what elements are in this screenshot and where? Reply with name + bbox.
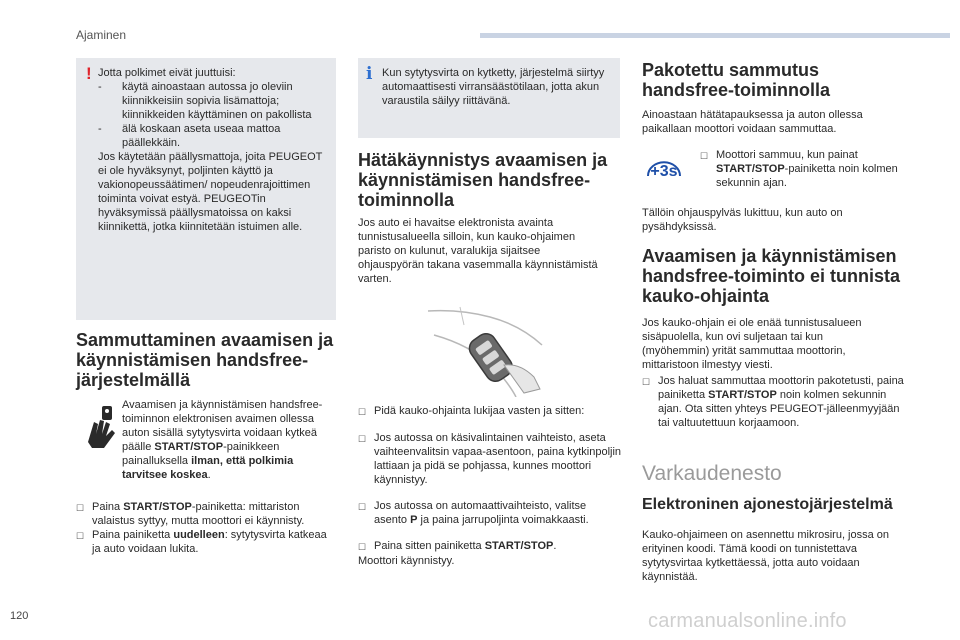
badge-3s-icon — [642, 154, 686, 184]
step-arrow-icon: ☐ — [76, 503, 85, 513]
section-heading-immobiliser: Elektroninen ajonestojärjestelmä — [642, 496, 893, 513]
step-arrow-icon: ☐ — [700, 151, 709, 161]
forced-shutdown-step: ☐ Moottori sammuu, kun painat START/STOP-painiketta noin kolmen sekunnin ajan. — [700, 149, 898, 189]
section-title-anti-theft: Varkaudenesto — [642, 462, 782, 485]
section-heading-not-detected: Avaamisen ja käynnistämisen handsfree-toiminto ei tunnista kauko-ohjainta — [642, 246, 901, 306]
warning-intro: Jotta polkimet eivät juuttuisi: — [98, 67, 236, 79]
warning-box — [76, 58, 336, 320]
emergency-result: Moottori käynnistyy. — [358, 555, 455, 567]
steering-lock-note: Tällöin ohjauspylväs lukittuu, kun auto on pysähdyksissä. — [642, 207, 843, 233]
header-section-label: Ajaminen — [76, 28, 127, 42]
info-icon: i — [366, 64, 373, 84]
emergency-description: Jos auto ei havaitse elektronista avainta tunnistusalueella silloin, kun kauko-ohjaimen paristo on kulunut, varalukija sijaitsee ohjauspyörän takana vasemmalla käynnistämistä varten. — [358, 217, 598, 285]
svg-text:+3s: +3s — [650, 163, 678, 180]
page-number: 120 — [10, 610, 29, 622]
step-arrow-icon: ☐ — [358, 434, 367, 444]
step-arrow-icon: ☐ — [76, 531, 85, 541]
header-bar — [480, 33, 950, 38]
warning-body: Jos käytetään päällysmattoja, joita PEUGEOT ei ole hyväksynyt, poljinten käyttö ja vakionopeussäätimen/ nopeudenrajoittimen toiminta voivat estyä. PEUGEOTin hyväksymissä päällysmatoissa on kaksi kiinnikettä, jotka kiinnitetään istuimen alle. — [98, 151, 323, 233]
not-detected-description: Jos kauko-ohjain ei ole enää tunnistusalueen sisäpuolella, kun ovi suljetaan tai kun (myöhemmin) yrität sammuttaa moottorin, mittaristoon ilmestyy viesti. — [642, 317, 862, 371]
reader-illustration — [420, 305, 550, 397]
warning-icon: ! — [86, 64, 92, 83]
emergency-step: ☐ Jos autossa on käsivalintainen vaihteisto, aseta vaihteenvalitsin vapaa-asentoon, paina kytkinpoljin lattiaan ja pidä se pohjassa, kunnes moottori käynnistyy. — [358, 432, 622, 486]
watermark: carmanualsonline.info — [648, 610, 847, 632]
info-box — [358, 58, 620, 138]
step-arrow-icon: ☐ — [642, 377, 651, 387]
shutdown-step: ☐ Paina painiketta uudelleen: sytytysvirta katkeaa ja auto voidaan lukita. — [76, 529, 327, 555]
step-arrow-icon: ☐ — [358, 542, 367, 552]
emergency-step: ☐ Jos autossa on automaattivaihteisto, valitse asento P ja paina jarrupoljinta voimakkaasti. — [358, 500, 589, 526]
warning-item: - käytä ainoastaan autossa jo oleviin kiinnikkeisiin sopivia lisämattoja; kiinnikkeiden käyttäminen on pakollista — [98, 81, 312, 121]
section-heading-emergency: Hätäkäynnistys avaamisen ja käynnistämisen handsfree-toiminnolla — [358, 150, 608, 210]
info-text: Kun sytytysvirta on kytketty, järjestelmä siirtyy automaattisesti virransäästötilaan, jotta akun varaustila säilyy riittävänä. — [382, 67, 605, 107]
section-heading-shutdown: Sammuttaminen avaamisen ja käynnistämisen handsfree-järjestelmällä — [76, 330, 334, 390]
shutdown-description: Avaamisen ja käynnistämisen handsfree-toiminnon elektronisen avaimen ollessa auton sisällä sytytysvirta voidaan kytkeä päälle START/STOP-painikkeen painalluksella ilman, että polkimia tarvitsee koskea. — [122, 399, 323, 481]
step-arrow-icon: ☐ — [358, 407, 367, 417]
emergency-step: ☐ Paina sitten painiketta START/STOP. — [358, 540, 557, 552]
hand-key-icon — [84, 402, 118, 452]
shutdown-step: ☐ Paina START/STOP-painiketta: mittariston valaistus syttyy, mutta moottori ei käynnisty. — [76, 501, 305, 527]
section-heading-forced-shutdown: Pakotettu sammutus handsfree-toiminnolla — [642, 60, 831, 100]
immobiliser-description: Kauko-ohjaimeen on asennettu mikrosiru, jossa on erityinen koodi. Tämä koodi on tunnistettava sytytysvirtaa kytkettäessä, jotta auto voidaan käynnistää. — [642, 529, 890, 583]
warning-item: - älä koskaan aseta useaa mattoa päällekkäin. — [98, 123, 281, 149]
emergency-step: ☐ Pidä kauko-ohjainta lukijaa vasten ja sitten: — [358, 405, 585, 417]
forced-shutdown-description: Ainoastaan hätätapauksessa ja auton ollessa paikallaan moottori voidaan sammuttaa. — [642, 109, 863, 135]
step-arrow-icon: ☐ — [358, 502, 367, 512]
not-detected-step: ☐ Jos haluat sammuttaa moottorin pakotetusti, paina painiketta START/STOP noin kolmen sekunnin ajan. Ota sitten yhteys PEUGEOT-jälleenmyyjään tai valtuutettuun korjaamoon. — [642, 375, 904, 429]
